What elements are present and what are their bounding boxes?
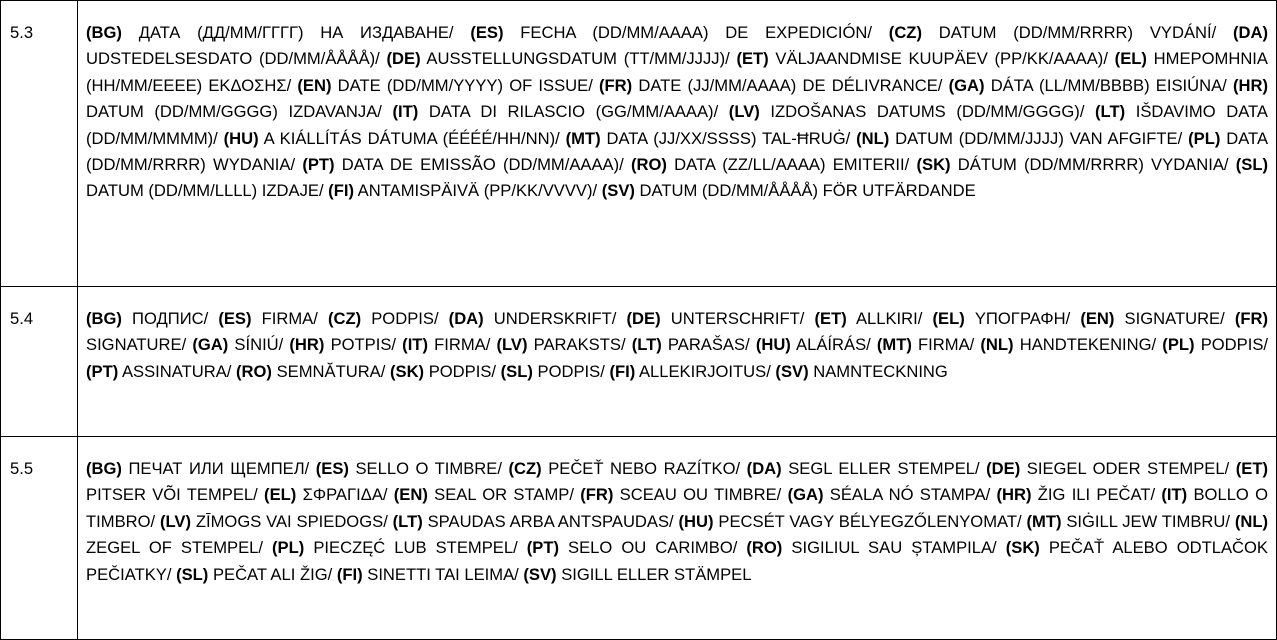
language-code: (FI) [609,361,636,381]
language-code: (RO) [630,155,667,175]
translated-label: ANTAMISPÄIVÄ (PP/KK/VVVV)/ [353,181,602,201]
translated-label: DATA (DD/MM/RRRR) WYDANIA/ [86,128,1269,175]
language-code: (RO) [746,538,783,558]
translated-label: DATA DE EMISSÃO (DD/MM/AAAA)/ [334,155,631,175]
language-code: (ET) [814,309,847,328]
language-code: (MT) [876,335,912,355]
translated-label: BOLLO O TIMBRO/ [86,485,1269,531]
translated-label: SIGILIUL SAU ȘTAMPILA/ [782,538,1006,558]
translated-label: DÁTA (LL/MM/BBBB) EISIÚNA/ [984,75,1233,95]
field-number: 5.4 [1,287,78,437]
translated-label: SEAL OR STAMP/ [427,485,581,505]
language-code: (GA) [192,335,229,355]
language-code: (IT) [392,102,419,122]
language-code: (DE) [386,49,421,69]
language-code: (SK) [389,361,425,381]
language-code: (PL) [1162,335,1195,355]
field-label-translations [78,437,1277,640]
translated-label: SÉALA NÓ STAMPA/ [823,485,997,505]
translated-label: DATE (DD/MM/YYYY) OF ISSUE/ [331,75,599,95]
table-row [1,287,1277,437]
translated-label: DATUM (DD/MM/RRRR) VYDÁNÍ/ [921,23,1233,42]
translated-label: SELO OU CARIMBO/ [559,538,747,558]
translated-label: IŠDAVIMO DATA (DD/MM/MMMM)/ [86,102,1269,148]
translated-label: ŽIG ILI PEČAT/ [1031,485,1162,505]
translated-label: VÄLJAANDMISE KUUPÄEV (PP/KK/AAAA)/ [768,49,1115,69]
language-code: (LV) [159,511,192,531]
translated-label: ПОДПИС/ [121,309,219,328]
translated-label: SINETTI TAI LEIMA/ [362,564,524,584]
language-code: (SV) [601,181,635,201]
language-code: (EN) [297,75,332,95]
language-code: (NL) [980,335,1014,355]
language-code: (ES) [315,459,349,478]
translated-label: PODPIS/ [1194,335,1269,355]
translated-label: PARAKSTS/ [527,335,632,355]
translated-label: IZDOŠANAS DATUMS (DD/MM/GGGG)/ [759,102,1096,122]
language-code: (PL) [272,538,305,558]
translated-label: ALÁÍRÁS/ [790,335,877,355]
translated-label: ALLKIRI/ [846,309,933,328]
field-label-translations [78,287,1277,437]
language-code: (HU) [755,335,791,355]
translated-label: FIRMA/ [911,335,981,355]
language-code: (EN) [393,485,428,505]
translated-label: A KIÁLLÍTÁS DÁTUMA (ÉÉÉÉ/HH/NN)/ [258,128,566,148]
table-row [1,437,1277,640]
language-code: (BG) [86,459,122,478]
translated-label: POTPIS/ [324,335,403,355]
language-code: (LV) [728,102,760,122]
translated-label: UNDERSKRIFT/ [483,309,627,328]
language-code: (PT) [86,361,119,381]
translated-label: PEČAT ALI ŽIG/ [208,564,337,584]
language-code: (IT) [402,335,428,355]
translated-label: DATUM (DD/MM/ÅÅÅÅ) FÖR UTFÄRDANDE [634,181,976,201]
translated-label: PECSÉT VAGY BÉLYEGZŐLENYOMAT/ [713,511,1027,531]
language-code: (ES) [218,309,252,328]
language-code: (ET) [736,49,769,69]
translated-label: ПЕЧАТ ИЛИ ЩЕМПЕЛ/ [121,459,316,478]
translated-label: SIGNATURE/ [1114,309,1235,328]
translated-label: ΥΠΟΓΡΑΦΗ/ [964,309,1081,328]
translated-label: PEČAŤ ALEBO ODTLAČOK PEČIATKY/ [86,538,1268,584]
language-code: (HR) [996,485,1032,505]
translated-label: ZĪMOGS VAI SPIEDOGS/ [191,511,393,531]
language-code: (IT) [1161,485,1188,505]
language-code: (FI) [328,181,354,201]
language-code: (FI) [336,564,363,584]
language-code: (LT) [1095,102,1126,122]
translated-label: SPAUDAS ARBA ANTSPAUDAS/ [422,511,679,531]
language-code: (EL) [264,485,297,505]
language-code: (PL) [1188,128,1221,148]
language-code: (ES) [470,23,504,42]
translated-label: PITSER VÕI TEMPEL/ [86,485,265,505]
language-code: (SK) [1005,538,1040,558]
language-code: (HR) [1232,75,1268,95]
language-code: (HU) [223,128,259,148]
translated-label: PEČEŤ NEBO RAZÍTKO/ [541,459,747,478]
translated-label: SEGL ELLER STEMPEL/ [781,459,987,478]
translated-label: DATA (JJ/XX/SSSS) TAL-ĦRUĠ/ [600,128,857,148]
language-code: (CZ) [888,23,922,42]
translated-label: FECHA (DD/MM/AAAA) DE EXPEDICIÓN/ [503,23,889,42]
translated-label: FIRMA/ [251,309,328,328]
translated-label: DATUM (DD/MM/LLLL) IZDAJE/ [86,181,329,201]
table-row [1,1,1277,287]
language-code: (SL) [500,361,533,381]
language-code: (LV) [496,335,528,355]
language-code: (ET) [1235,459,1268,478]
language-code: (BG) [86,309,122,328]
translated-label: AUSSTELLUNGSDATUM (TT/MM/JJJJ)/ [420,49,737,69]
language-code: (HU) [678,511,714,531]
language-code: (EL) [1114,49,1147,69]
field-number: 5.5 [1,437,78,640]
language-code: (NL) [856,128,890,148]
language-code: (PT) [526,538,559,558]
translated-label: PODPIS/ [424,361,501,381]
translated-label: UNTERSCHRIFT/ [660,309,815,328]
language-code: (DA) [1232,23,1269,42]
language-code: (CZ) [327,309,362,328]
language-code: (LT) [392,511,423,531]
language-code: (SV) [775,361,809,381]
translated-label: DATE (JJ/MM/AAAA) DE DÉLIVRANCE/ [632,75,949,95]
language-code: (SL) [176,564,209,584]
language-code: (DA) [746,459,782,478]
translated-label: SIGNATURE/ [86,335,193,355]
language-code: (CZ) [508,459,542,478]
language-code: (EN) [1080,309,1115,328]
translated-label: HANDTEKENING/ [1013,335,1163,355]
translated-label: ΗΜΕΡΟΜΗΝΙΑ (HH/MM/EEEE) ΕΚΔΟΣΗΣ/ [86,49,1268,95]
translated-label: SEMNĂTURA/ [271,361,390,381]
field-number: 5.3 [1,1,78,287]
language-code: (GA) [948,75,985,95]
language-code: (GA) [787,485,824,505]
language-code: (BG) [86,23,122,42]
language-code: (NL) [1234,511,1269,531]
language-code: (SL) [1235,155,1269,175]
translated-label: PODPIS/ [532,361,610,381]
language-code: (PT) [302,155,335,175]
translated-label: SIGILL ELLER STÄMPEL [556,564,752,584]
language-code: (SK) [916,155,951,175]
language-code: (MT) [565,128,601,148]
language-code: (DA) [448,309,484,328]
translated-label: FIRMA/ [427,335,497,355]
translated-label: PIECZĘĆ LUB STEMPEL/ [304,538,527,558]
translated-label: SÍNIÚ/ [228,335,290,355]
translated-label: SCEAU OU TIMBRE/ [613,485,788,505]
translated-label: PARAŠAS/ [661,335,756,355]
translated-label: DATUM (DD/MM/GGGG) IZDAVANJA/ [86,102,393,122]
translated-label: ZEGEL OF STEMPEL/ [86,538,273,558]
translated-label: NAMNTECKNING [808,361,948,381]
language-code: (SV) [523,564,557,584]
translated-label: ALLEKIRJOITUS/ [635,361,776,381]
translated-label: ДАТА (ДД/ММ/ГГГГ) НА ИЗДАВАНЕ/ [121,23,471,42]
translated-label: ASSINATURA/ [118,361,236,381]
translated-label: DATA DI RILASCIO (GG/MM/AAAA)/ [418,102,729,122]
language-code: (FR) [580,485,614,505]
translated-label: DATUM (DD/MM/JJJJ) VAN AFGIFTE/ [889,128,1189,148]
language-code: (DE) [626,309,661,328]
translated-label: PODPIS/ [361,309,449,328]
field-label-translations [78,1,1277,287]
language-code: (RO) [236,361,272,381]
language-code: (FR) [599,75,633,95]
language-code: (EL) [932,309,965,328]
translated-label: ΣΦΡΑΓΙΔΑ/ [296,485,394,505]
translated-label: DÁTUM (DD/MM/RRRR) VYDANIA/ [950,155,1236,175]
language-code: (MT) [1026,511,1062,531]
language-code: (DE) [986,459,1021,478]
translated-label: SIĠILL JEW TIMBRU/ [1061,511,1235,531]
language-code: (LT) [631,335,662,355]
language-code: (HR) [289,335,325,355]
translated-label: DATA (ZZ/LL/AAAA) EMITERII/ [666,155,917,175]
language-code: (FR) [1234,309,1269,328]
translated-label: SELLO O TIMBRE/ [348,459,509,478]
translated-label: SIEGEL ODER STEMPEL/ [1020,459,1236,478]
translated-label: UDSTEDELSESDATO (DD/MM/ÅÅÅÅ)/ [86,49,387,69]
